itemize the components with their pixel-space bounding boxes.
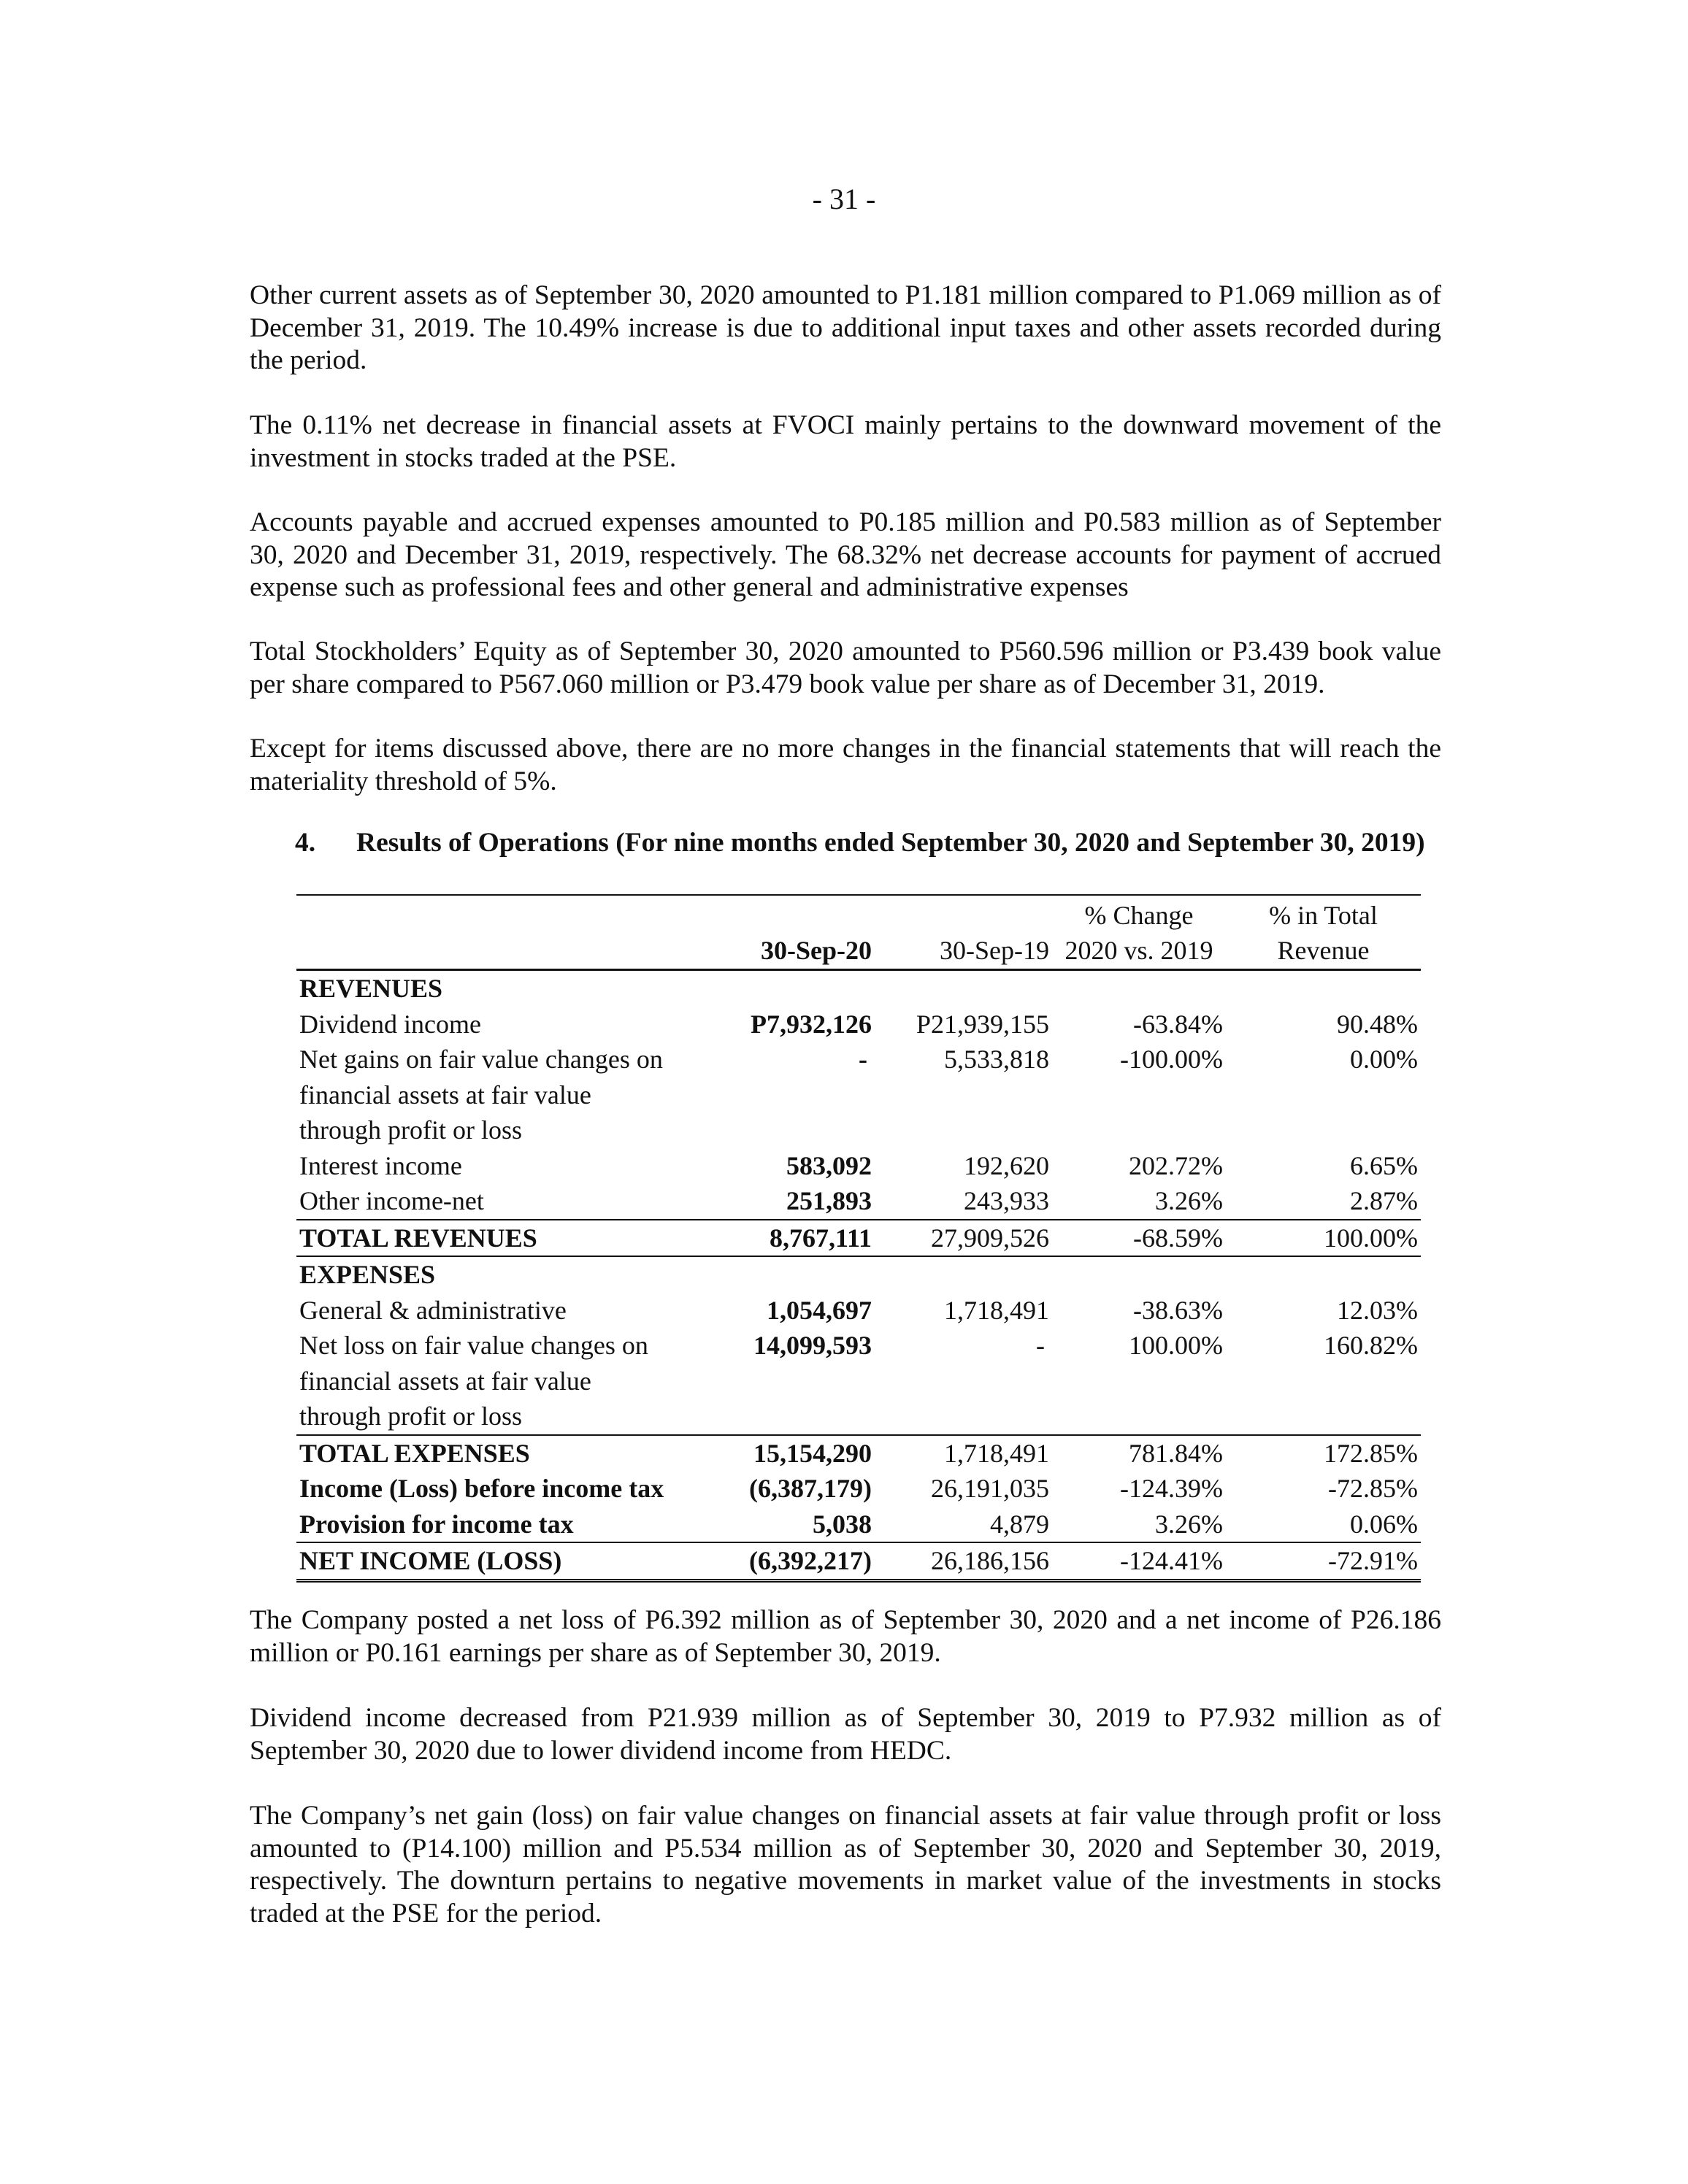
table-row-general-administrative: General & administrative 1,054,697 1,718,491 -38.63% 12.03% xyxy=(299,1295,1418,1325)
table-row-interest-income: Interest income 583,092 192,620 202.72% 6.65% xyxy=(299,1150,1418,1180)
page-number: - 31 - xyxy=(812,182,876,215)
header-pct-revenue-line2: Revenue xyxy=(1226,932,1421,970)
table-row-net-income: NET INCOME (LOSS) (6,392,217) 26,186,156 -124.41% -72.91% xyxy=(296,1542,1421,1580)
table-row-net-gains: Net gains on fair value changes on financial assets at fair value through profit or loss - 5,533,818 -100.00% 0.00% xyxy=(299,1045,1418,1145)
table-row-total-expenses: TOTAL EXPENSES 15,154,290 1,718,491 781.84% 172.85% xyxy=(299,1438,1418,1468)
section-title: Results of Operations (For nine months ended September 30, 2020 and September 30, 2019) xyxy=(356,828,1425,858)
expenses-title: EXPENSES xyxy=(299,1260,436,1289)
paragraph-other-current-assets: Other current assets as of September 30, 2020 amounted to P1.181 million compared to P1.069 million as of December 31, 2019. The 10.49% increase is due to additional input taxes and other assets recorded during the period. xyxy=(250,280,1441,376)
table-row-provision-income-tax: Provision for income tax 5,038 4,879 3.26% 0.06% xyxy=(296,1507,1421,1543)
header-pct-change-line1: % Change xyxy=(1084,901,1194,930)
header-30-sep-19: 30-Sep-19 xyxy=(875,932,1052,970)
table-header-row-2 xyxy=(296,932,1421,970)
expenses-title-row xyxy=(296,1256,1421,1293)
paragraph-materiality: Except for items discussed above, there are no more changes in the financial statements that will reach the materiality threshold of 5%. xyxy=(250,734,1441,796)
table-row-total-revenues: TOTAL REVENUES 8,767,111 27,909,526 -68.59% 100.00% xyxy=(296,1220,1421,1257)
table-row-net-loss: Net loss on fair value changes on financial assets at fair value through profit or loss 14,099,593 - 100.00% 160.82% xyxy=(296,1328,1421,1435)
paragraph-accounts-payable: Accounts payable and accrued expenses amounted to P0.185 million and P0.583 million as of September 30, 2020 and December 31, 2019, respectively. The 68.32% net decrease accounts for payment of accrued expense such as professional fees and other general and administrative expenses xyxy=(250,507,1441,603)
results-of-operations-table xyxy=(296,894,1421,1583)
table-row-dividend-income: Dividend income P7,932,126 P21,939,155 -63.84% 90.48% xyxy=(299,1009,1418,1039)
revenues-title: REVENUES xyxy=(299,974,443,1003)
table-row-other-income: Other income-net 251,893 243,933 3.26% 2.87% xyxy=(296,1183,1421,1220)
paragraph-net-loss-summary: The Company posted a net loss of P6.392 million as of September 30, 2020 and a net income of P26.186 million or P0.161 earnings per share as of September 30, 2019. xyxy=(250,1605,1441,1668)
section-heading xyxy=(295,826,1425,860)
table-header-row-1 xyxy=(296,895,1421,932)
table-row-income-before-tax: Income (Loss) before income tax (6,387,179) 26,191,035 -124.39% -72.85% xyxy=(299,1474,1418,1503)
revenues-title-row xyxy=(296,970,1421,1007)
paragraph-net-gain-loss: The Company’s net gain (loss) on fair value changes on financial assets at fair value through profit or loss amounted to (P14.100) million and P5.534 million as of September 30, 2020 and September 30, 2019, respectively. The downturn pertains to negative movements in market value of the investments in stocks traded at the PSE for the period. xyxy=(250,1801,1441,1929)
header-30-sep-20: 30-Sep-20 xyxy=(702,932,875,970)
header-pct-change-line2: 2020 vs. 2019 xyxy=(1052,932,1226,970)
paragraph-dividend-income: Dividend income decreased from P21.939 million as of September 30, 2019 to P7.932 million as of September 30, 2020 due to lower dividend income from HEDC. xyxy=(250,1703,1441,1766)
section-number: 4. xyxy=(295,828,316,858)
header-pct-revenue-line1: % in Total xyxy=(1269,901,1378,930)
paragraph-fvoci: The 0.11% net decrease in financial assets at FVOCI mainly pertains to the downward movement of the investment in stocks traded at the PSE. xyxy=(250,410,1441,473)
paragraph-stockholders-equity: Total Stockholders’ Equity as of September 30, 2020 amounted to P560.596 million or P3.439 book value per share compared to P567.060 million or P3.479 book value per share as of December 31, 2019. xyxy=(250,637,1441,699)
